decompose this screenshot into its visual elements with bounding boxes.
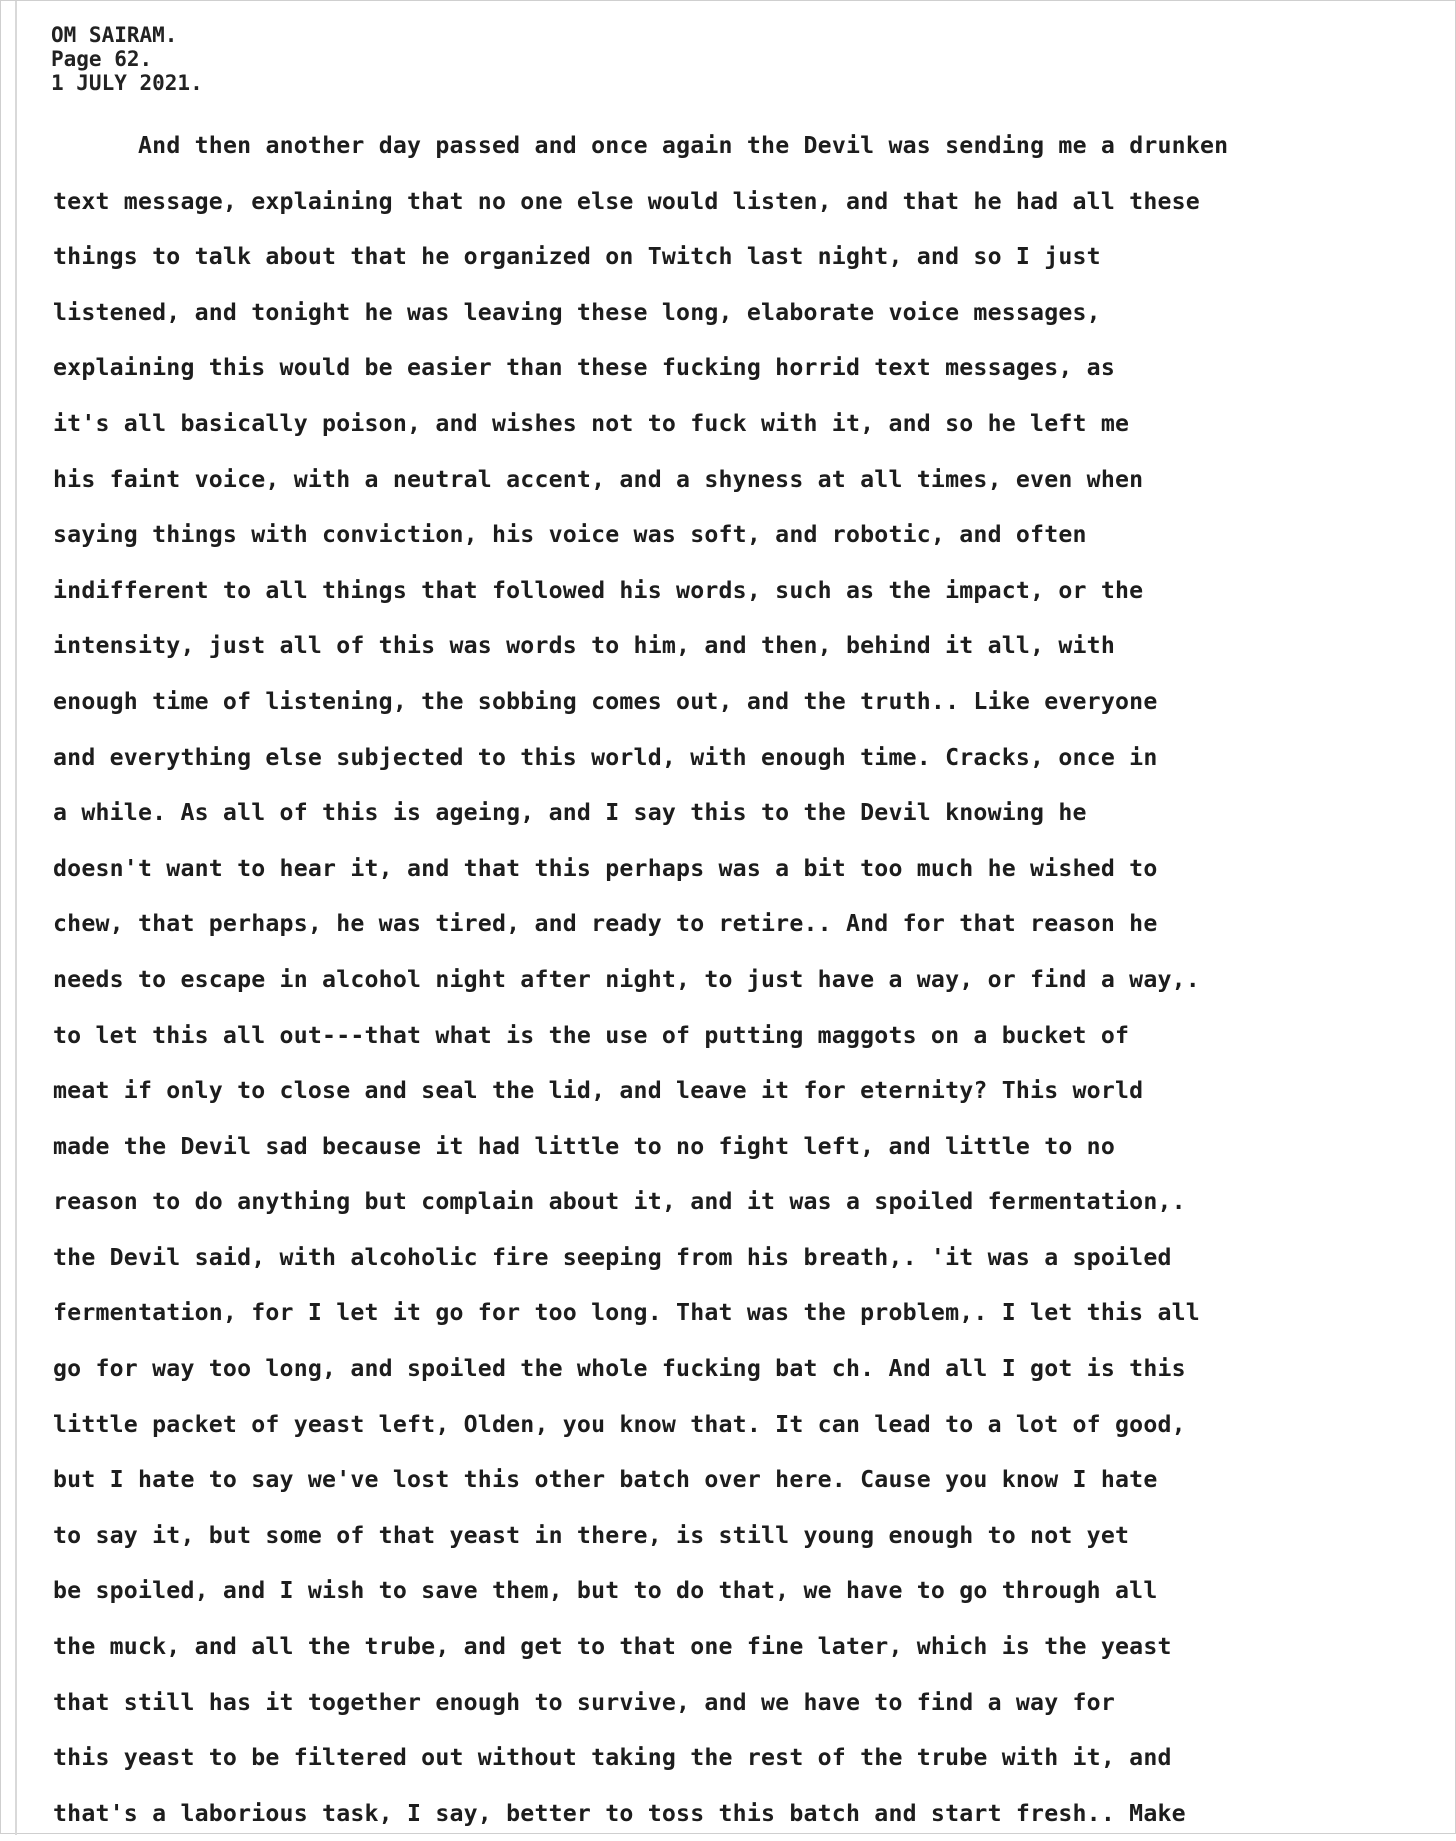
text-line: saying things with conviction, his voice was soft, and robotic, and often	[53, 521, 1087, 549]
text-line: the Devil said, with alcoholic fire seeping from his breath,. 'it was a spoiled	[53, 1243, 1172, 1271]
text-line: chew, that perhaps, he was tired, and ready to retire.. And for that reason he	[53, 910, 1158, 938]
header-date: 1 JULY 2021.	[51, 71, 203, 95]
text-line: a while. As all of this is ageing, and I say this to the Devil knowing he	[53, 799, 1087, 827]
text-line: things to talk about that he organized on Twitch last night, and so I just	[53, 243, 1101, 271]
text-line: to say it, but some of that yeast in there, is still young enough to not yet	[53, 1521, 1130, 1549]
text-line: explaining this would be easier than these fucking horrid text messages, as	[53, 354, 1116, 382]
text-line: that's a laborious task, I say, better to toss this batch and start fresh.. Make	[53, 1799, 1186, 1827]
text-line: this yeast to be filtered out without taking the rest of the trube with it, and	[53, 1744, 1172, 1772]
header-page-number: Page 62.	[51, 47, 153, 71]
text-line: meat if only to close and seal the lid, and leave it for eternity? This world	[53, 1077, 1144, 1105]
text-line: indifferent to all things that followed his words, such as the impact, or the	[53, 576, 1144, 604]
text-line: go for way too long, and spoiled the whole fucking bat ch. And all I got is this	[53, 1355, 1186, 1383]
text-line: And then another day passed and once again the Devil was sending me a drunken	[138, 132, 1229, 159]
text-line: needs to escape in alcohol night after night, to just have a way, or find a way,.	[53, 965, 1200, 993]
text-line: made the Devil sad because it had little to no fight left, and little to no	[53, 1132, 1116, 1160]
text-line: and everything else subjected to this world, with enough time. Cracks, once in	[53, 743, 1158, 771]
document-header	[51, 23, 203, 95]
text-line: reason to do anything but complain about it, and it was a spoiled fermentation,.	[53, 1188, 1186, 1216]
text-line: it's all basically poison, and wishes not to fuck with it, and so he left me	[53, 409, 1130, 437]
text-line: the muck, and all the trube, and get to that one fine later, which is the yeast	[53, 1633, 1172, 1661]
page-edge-shadow	[15, 1, 17, 1835]
text-line: to let this all out---that what is the use of putting maggots on a bucket of	[53, 1021, 1130, 1049]
document-body	[53, 118, 1443, 1841]
text-line: that still has it together enough to survive, and we have to find a way for	[53, 1688, 1116, 1716]
text-line: little packet of yeast left, Olden, you know that. It can lead to a lot of good,	[53, 1410, 1186, 1438]
text-line: but I hate to say we've lost this other batch over here. Cause you know I hate	[53, 1466, 1158, 1494]
text-line: his faint voice, with a neutral accent, and a shyness at all times, even when	[53, 465, 1144, 493]
text-line: intensity, just all of this was words to him, and then, behind it all, with	[53, 632, 1116, 660]
text-line: enough time of listening, the sobbing comes out, and the truth.. Like everyone	[53, 687, 1158, 715]
text-line: doesn't want to hear it, and that this perhaps was a bit too much he wished to	[53, 854, 1158, 882]
text-line: be spoiled, and I wish to save them, but to do that, we have to go through all	[53, 1577, 1158, 1605]
text-line: fermentation, for I let it go for too long. That was the problem,. I let this all	[53, 1299, 1200, 1327]
text-line: text message, explaining that no one else would listen, and that he had all these	[53, 187, 1200, 215]
header-title: OM SAIRAM.	[51, 23, 178, 47]
text-line: listened, and tonight he was leaving these long, elaborate voice messages,	[53, 298, 1101, 326]
